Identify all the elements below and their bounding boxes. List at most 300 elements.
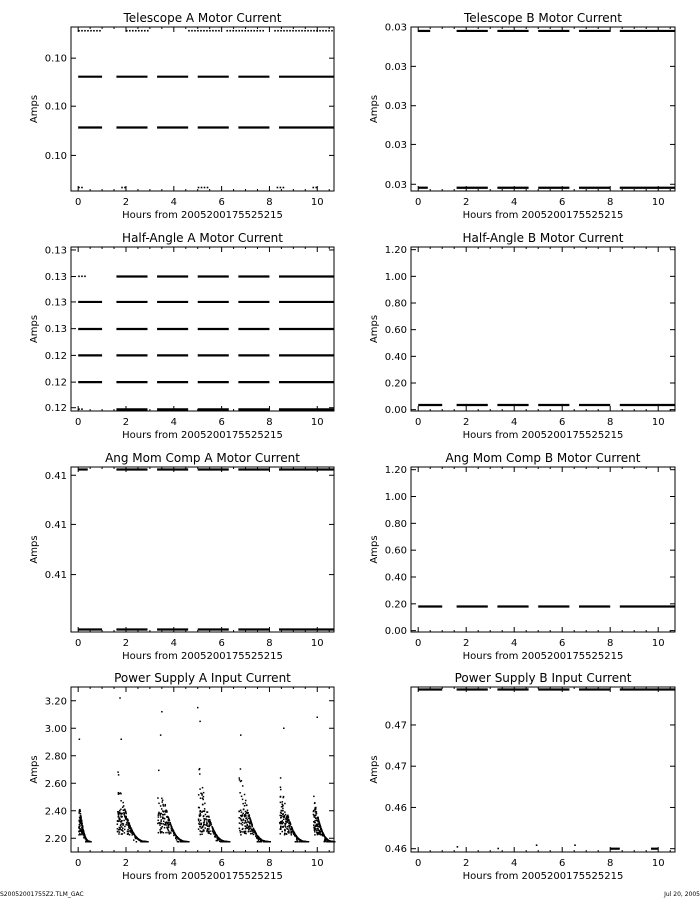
data-point	[247, 819, 249, 821]
data-point	[201, 824, 203, 826]
data-point	[161, 823, 163, 825]
data-point	[314, 809, 316, 811]
x-tick-label: 6	[559, 638, 566, 649]
data-point	[316, 30, 318, 32]
data-point	[242, 785, 244, 787]
data-point	[291, 827, 293, 829]
data-point	[245, 832, 247, 834]
data-point	[282, 810, 284, 812]
data-point	[280, 827, 282, 829]
data-point	[158, 832, 160, 834]
data-point	[167, 832, 169, 834]
data-point	[169, 820, 171, 822]
data-dots	[78, 187, 83, 189]
data-point	[160, 819, 162, 821]
data-point	[301, 30, 303, 32]
data-point	[83, 832, 85, 834]
x-tick-label: 2	[463, 197, 470, 208]
data-dots	[274, 30, 333, 32]
x-tick-label: 8	[266, 417, 273, 428]
data-point	[243, 819, 245, 821]
data-point	[268, 841, 270, 843]
data-point	[244, 805, 246, 807]
data-point	[160, 831, 162, 833]
data-point	[212, 30, 214, 32]
data-point	[159, 814, 161, 816]
chart-title: Ang Mom Comp B Motor Current	[445, 451, 641, 465]
data-point	[245, 828, 247, 830]
data-point	[329, 840, 331, 842]
data-point	[120, 821, 122, 823]
data-point	[324, 839, 326, 841]
y-tick-label: 2.40	[44, 806, 67, 818]
data-point	[240, 768, 242, 770]
data-point	[80, 815, 82, 817]
data-point	[259, 30, 261, 32]
data-point	[199, 830, 201, 832]
data-point	[290, 832, 292, 834]
data-point	[162, 810, 164, 812]
data-point	[239, 830, 241, 832]
data-point	[241, 796, 243, 798]
data-point	[126, 30, 128, 32]
data-point	[162, 804, 164, 806]
data-point	[161, 831, 163, 833]
y-tick-label: 0.47	[384, 761, 407, 773]
data-point	[244, 794, 246, 796]
data-point	[277, 30, 279, 32]
data-point	[250, 30, 252, 32]
x-tick-label: 4	[511, 417, 518, 428]
x-tick-label: 2	[463, 858, 470, 869]
data-point	[286, 818, 288, 820]
data-point	[138, 839, 140, 841]
data-point	[253, 828, 255, 830]
data-point	[125, 824, 127, 826]
data-point	[284, 833, 286, 835]
x-tick-label: 0	[74, 417, 82, 428]
data-outlier	[161, 711, 163, 713]
data-point	[81, 821, 83, 823]
data-point	[316, 825, 318, 827]
data-point	[229, 841, 231, 843]
data-point	[289, 822, 291, 824]
x-tick-label: 6	[559, 417, 566, 428]
x-tick-label: 0	[74, 197, 82, 208]
x-tick-label: 2	[463, 417, 470, 428]
data-point	[118, 792, 120, 794]
plot-frame	[71, 27, 334, 191]
data-point	[317, 828, 319, 830]
y-tick-label: 0.40	[384, 351, 407, 363]
x-tick-label: 10	[651, 417, 665, 428]
data-point	[304, 30, 306, 32]
data-point	[291, 834, 293, 836]
chart-title: Telescope A Motor Current	[123, 11, 282, 25]
data-point	[245, 800, 247, 802]
data-point	[121, 823, 123, 825]
data-point	[162, 816, 164, 818]
data-point	[280, 786, 282, 788]
data-point	[163, 805, 165, 807]
data-point	[226, 30, 228, 32]
data-point	[85, 841, 87, 843]
data-point	[162, 800, 164, 802]
x-tick-label: 4	[511, 858, 518, 869]
data-outlier	[160, 734, 162, 736]
data-point	[161, 798, 163, 800]
data-point	[199, 768, 201, 770]
plot-frame	[411, 247, 675, 411]
data-point	[158, 812, 160, 814]
x-tick-label: 8	[607, 417, 614, 428]
y-tick-label: 0.46	[384, 802, 407, 814]
y-tick-label: 2.80	[44, 751, 67, 763]
y-tick-label: 0.03	[384, 179, 407, 191]
data-point	[243, 808, 245, 810]
data-point	[200, 793, 202, 795]
y-tick-label: 2.60	[44, 778, 67, 790]
data-point	[206, 30, 208, 32]
data-point	[79, 809, 81, 811]
data-point	[131, 829, 133, 831]
data-point	[203, 822, 205, 824]
data-point	[250, 821, 252, 823]
data-point	[81, 30, 83, 32]
data-dots	[497, 848, 499, 850]
data-point	[296, 836, 298, 838]
data-point	[79, 821, 81, 823]
data-point	[177, 837, 179, 839]
data-point	[163, 832, 165, 834]
data-point	[147, 30, 149, 32]
data-point	[81, 830, 83, 832]
data-point	[262, 30, 264, 32]
data-point	[121, 816, 123, 818]
data-point	[163, 821, 165, 823]
data-point	[122, 830, 124, 832]
data-point	[172, 830, 174, 832]
data-point	[120, 809, 122, 811]
data-point	[159, 824, 161, 826]
data-point	[255, 836, 257, 838]
data-point	[289, 30, 291, 32]
data-point	[135, 30, 137, 32]
data-point	[78, 276, 80, 278]
data-point	[122, 806, 124, 808]
data-point	[158, 814, 160, 816]
data-point	[165, 804, 167, 806]
data-point	[121, 187, 123, 189]
data-point	[86, 839, 88, 841]
data-point	[497, 848, 499, 850]
data-point	[220, 841, 222, 843]
data-point	[307, 841, 309, 843]
data-point	[200, 814, 202, 816]
data-point	[282, 820, 284, 822]
data-point	[117, 811, 119, 813]
data-dots	[536, 844, 538, 846]
data-point	[247, 810, 249, 812]
data-point	[122, 828, 124, 830]
data-point	[300, 840, 302, 842]
data-point	[203, 816, 205, 818]
data-point	[313, 824, 315, 826]
y-tick-label: 0.80	[384, 518, 407, 530]
data-point	[280, 777, 282, 779]
data-point	[248, 829, 250, 831]
data-point	[285, 826, 287, 828]
data-point	[232, 30, 234, 32]
data-point	[314, 828, 316, 830]
data-point	[119, 831, 121, 833]
data-point	[208, 828, 210, 830]
x-tick-label: 0	[74, 858, 82, 869]
x-tick-label: 4	[170, 638, 177, 649]
plot-frame	[411, 687, 675, 852]
data-dots	[226, 30, 264, 32]
data-point	[249, 815, 251, 817]
data-point	[124, 826, 126, 828]
data-outlier	[79, 739, 81, 741]
data-point	[315, 814, 317, 816]
data-point	[78, 408, 80, 410]
data-point	[256, 30, 258, 32]
data-point	[326, 838, 328, 840]
data-point	[249, 826, 251, 828]
data-point	[315, 187, 317, 189]
data-point	[127, 819, 129, 821]
data-point	[208, 826, 210, 828]
data-point	[159, 822, 161, 824]
y-tick-label: 0.03	[384, 139, 407, 151]
y-tick-label: 0.41	[44, 470, 67, 482]
chart-ang-mom-a	[29, 451, 334, 662]
chart-power-b	[369, 671, 675, 882]
data-point	[214, 836, 216, 838]
data-outlier	[317, 717, 319, 719]
data-point	[280, 187, 282, 189]
data-point	[284, 816, 286, 818]
y-axis-label: Amps	[29, 755, 40, 784]
data-dots	[78, 30, 101, 32]
data-point	[315, 829, 317, 831]
data-burst	[238, 768, 271, 842]
data-point	[289, 828, 291, 830]
data-point	[284, 803, 286, 805]
data-point	[314, 831, 316, 833]
data-dots	[277, 187, 285, 189]
x-tick-label: 6	[218, 638, 225, 649]
y-tick-label: 0.13	[44, 297, 67, 309]
y-axis-label: Amps	[369, 535, 380, 564]
y-axis-label: Amps	[369, 94, 380, 124]
data-point	[158, 816, 160, 818]
data-burst	[279, 777, 309, 842]
data-point	[169, 822, 171, 824]
data-point	[206, 823, 208, 825]
data-point	[125, 811, 127, 813]
data-point	[198, 794, 200, 796]
chart-title: Power Supply A Input Current	[114, 671, 291, 685]
data-point	[170, 824, 172, 826]
data-point	[122, 802, 124, 804]
y-tick-label: 0.60	[384, 545, 407, 557]
data-point	[186, 841, 188, 843]
data-point	[87, 30, 89, 32]
data-point	[318, 825, 320, 827]
data-point	[199, 826, 201, 828]
data-point	[81, 187, 83, 189]
x-tick-label: 0	[415, 417, 422, 428]
data-point	[81, 824, 83, 826]
data-point	[200, 30, 202, 32]
chart-half-angle-b	[369, 231, 675, 441]
data-point	[164, 827, 166, 829]
data-point	[78, 187, 80, 189]
data-point	[191, 30, 193, 32]
data-point	[282, 797, 284, 799]
data-point	[258, 837, 260, 839]
data-point	[117, 823, 119, 825]
data-point	[84, 276, 86, 278]
data-point	[202, 787, 204, 789]
data-point	[256, 838, 258, 840]
x-tick-label: 2	[122, 197, 130, 208]
data-point	[238, 30, 240, 32]
data-point	[208, 816, 210, 818]
data-point	[159, 829, 161, 831]
data-point	[284, 830, 286, 832]
chart-half-angle-a	[29, 231, 334, 441]
x-axis-label: Hours from 2005200175525215	[122, 871, 283, 882]
data-point	[175, 837, 177, 839]
data-point	[222, 840, 224, 842]
x-tick-label: 0	[415, 197, 422, 208]
data-point	[298, 30, 300, 32]
data-point	[207, 816, 209, 818]
data-point	[292, 30, 294, 32]
data-point	[136, 841, 138, 843]
data-point	[215, 30, 217, 32]
data-point	[248, 831, 250, 833]
data-point	[80, 818, 82, 820]
x-axis-label: Hours from 2005200175525215	[462, 430, 624, 441]
data-point	[327, 840, 329, 842]
data-point	[287, 816, 289, 818]
y-axis-label: Amps	[369, 755, 380, 784]
y-tick-label: 0.47	[384, 720, 407, 732]
data-point	[314, 820, 316, 822]
data-point	[246, 805, 248, 807]
data-outlier	[120, 739, 122, 741]
data-point	[123, 810, 125, 812]
data-point	[255, 833, 257, 835]
y-tick-label: 0.80	[384, 298, 407, 310]
data-burst	[117, 771, 149, 842]
data-point	[123, 820, 125, 822]
data-point	[331, 30, 333, 32]
data-point	[252, 825, 254, 827]
data-point	[127, 833, 129, 835]
x-tick-label: 0	[415, 858, 422, 869]
chart-title: Half-Angle B Motor Current	[462, 231, 624, 245]
data-point	[280, 822, 282, 824]
data-point	[293, 834, 295, 836]
data-point	[247, 825, 249, 827]
x-tick-label: 4	[170, 197, 177, 208]
data-point	[202, 804, 204, 806]
data-point	[171, 826, 173, 828]
data-point	[246, 812, 248, 814]
data-point	[203, 829, 205, 831]
data-point	[203, 818, 205, 820]
data-point	[205, 814, 207, 816]
x-tick-label: 2	[122, 858, 130, 869]
data-point	[204, 820, 206, 822]
data-point	[313, 796, 315, 798]
data-point	[207, 828, 209, 830]
data-point	[199, 821, 201, 823]
data-point	[188, 30, 190, 32]
data-point	[204, 808, 206, 810]
data-point	[244, 814, 246, 816]
data-point	[204, 827, 206, 829]
data-point	[123, 814, 125, 816]
data-point	[204, 824, 206, 826]
data-point	[78, 826, 80, 828]
data-point	[168, 830, 170, 832]
data-point	[326, 841, 328, 843]
data-point	[163, 814, 165, 816]
y-tick-label: 0.46	[384, 844, 407, 856]
data-point	[164, 818, 166, 820]
data-point	[88, 841, 90, 843]
data-point	[283, 30, 285, 32]
data-point	[306, 841, 308, 843]
y-tick-label: 3.00	[44, 723, 67, 735]
data-point	[282, 822, 284, 824]
data-point	[184, 841, 186, 843]
data-point	[127, 823, 128, 825]
data-point	[286, 833, 288, 835]
data-point	[201, 827, 203, 829]
data-point	[315, 811, 317, 813]
data-point	[165, 824, 167, 826]
y-tick-label: 0.12	[44, 350, 67, 362]
data-point	[181, 840, 183, 842]
data-point	[136, 837, 138, 839]
data-point	[216, 840, 218, 842]
chart-title: Half-Angle A Motor Current	[122, 231, 283, 245]
data-point	[318, 822, 320, 824]
data-point	[207, 187, 209, 189]
data-point	[198, 828, 200, 830]
data-point	[235, 30, 237, 32]
data-point	[210, 822, 212, 824]
data-point	[240, 834, 242, 836]
data-point	[226, 841, 228, 843]
data-point	[239, 817, 241, 819]
data-point	[79, 824, 81, 826]
data-point	[280, 802, 282, 804]
data-point	[179, 839, 181, 841]
data-point	[158, 803, 160, 805]
y-tick-label: 3.20	[44, 696, 67, 708]
data-point	[574, 844, 576, 846]
data-outlier	[119, 697, 121, 699]
data-point	[315, 813, 317, 815]
